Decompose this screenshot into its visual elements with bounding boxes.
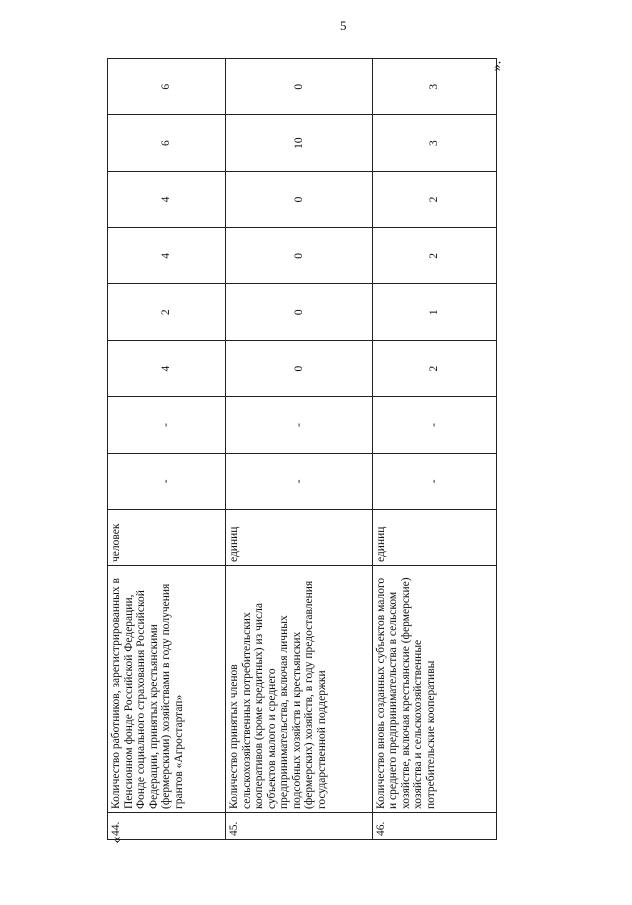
unit-cell: единиц bbox=[226, 510, 372, 566]
unit-cell: единиц bbox=[372, 510, 496, 566]
value-cell: 4 bbox=[108, 171, 226, 227]
value-cell: 6 bbox=[108, 59, 226, 115]
value-cell: 2 bbox=[372, 171, 496, 227]
closing-quote: ». bbox=[489, 60, 505, 72]
row-number: 45. bbox=[226, 813, 372, 840]
value-cell: 1 bbox=[372, 284, 496, 340]
value-cell: 4 bbox=[108, 228, 226, 284]
value-cell: 0 bbox=[226, 59, 372, 115]
value-cell: - bbox=[108, 453, 226, 509]
indicator-table-area bbox=[107, 58, 497, 840]
indicator-name: Количество работников, зарегистрированных в Пенсионном фонде Российской Федерации, Фонде социального страхования Российской Федерации, принятых крестьянскими (фермерскими) хозяйствами в году получения грантов «Агростартап» bbox=[108, 566, 226, 813]
value-cell: 3 bbox=[372, 115, 496, 171]
indicator-table bbox=[107, 58, 497, 840]
value-cell: 3 bbox=[372, 59, 496, 115]
value-cell: 10 bbox=[226, 115, 372, 171]
value-cell: - bbox=[372, 453, 496, 509]
value-cell: 6 bbox=[108, 115, 226, 171]
row-number: 44. bbox=[108, 813, 226, 840]
value-cell: - bbox=[372, 397, 496, 453]
page-number: 5 bbox=[340, 18, 347, 33]
value-cell: 0 bbox=[226, 284, 372, 340]
value-cell: - bbox=[108, 397, 226, 453]
indicator-name: Количество принятых членов сельскохозяйственных потребительских кооперативов (кроме кредитных) из числа субъектов малого и среднего предпринимательства, включая личных подсобных хозяйств и крестьянских (фермерских) хозяйств, в году предоставления государственной поддержки bbox=[226, 566, 372, 813]
value-cell: - bbox=[226, 397, 372, 453]
value-cell: 2 bbox=[372, 340, 496, 396]
row-number: 46. bbox=[372, 813, 496, 840]
value-cell: 0 bbox=[226, 340, 372, 396]
indicator-name: Количество вновь созданных субъектов малого и среднего предпринимательства в сельском хозяйстве, включая крестьянские (фермерские) хозяйства и сельскохозяйственные потребительские кооперативы bbox=[372, 566, 496, 813]
value-cell: 4 bbox=[108, 340, 226, 396]
table-row bbox=[226, 59, 372, 840]
indicator-table-rotated bbox=[107, 58, 497, 840]
unit-cell: человек bbox=[108, 510, 226, 566]
table-row bbox=[372, 59, 496, 840]
value-cell: 0 bbox=[226, 171, 372, 227]
value-cell: 2 bbox=[372, 228, 496, 284]
table-row bbox=[108, 59, 226, 840]
value-cell: 2 bbox=[108, 284, 226, 340]
opening-quote: « bbox=[109, 836, 125, 844]
value-cell: - bbox=[226, 453, 372, 509]
value-cell: 0 bbox=[226, 228, 372, 284]
